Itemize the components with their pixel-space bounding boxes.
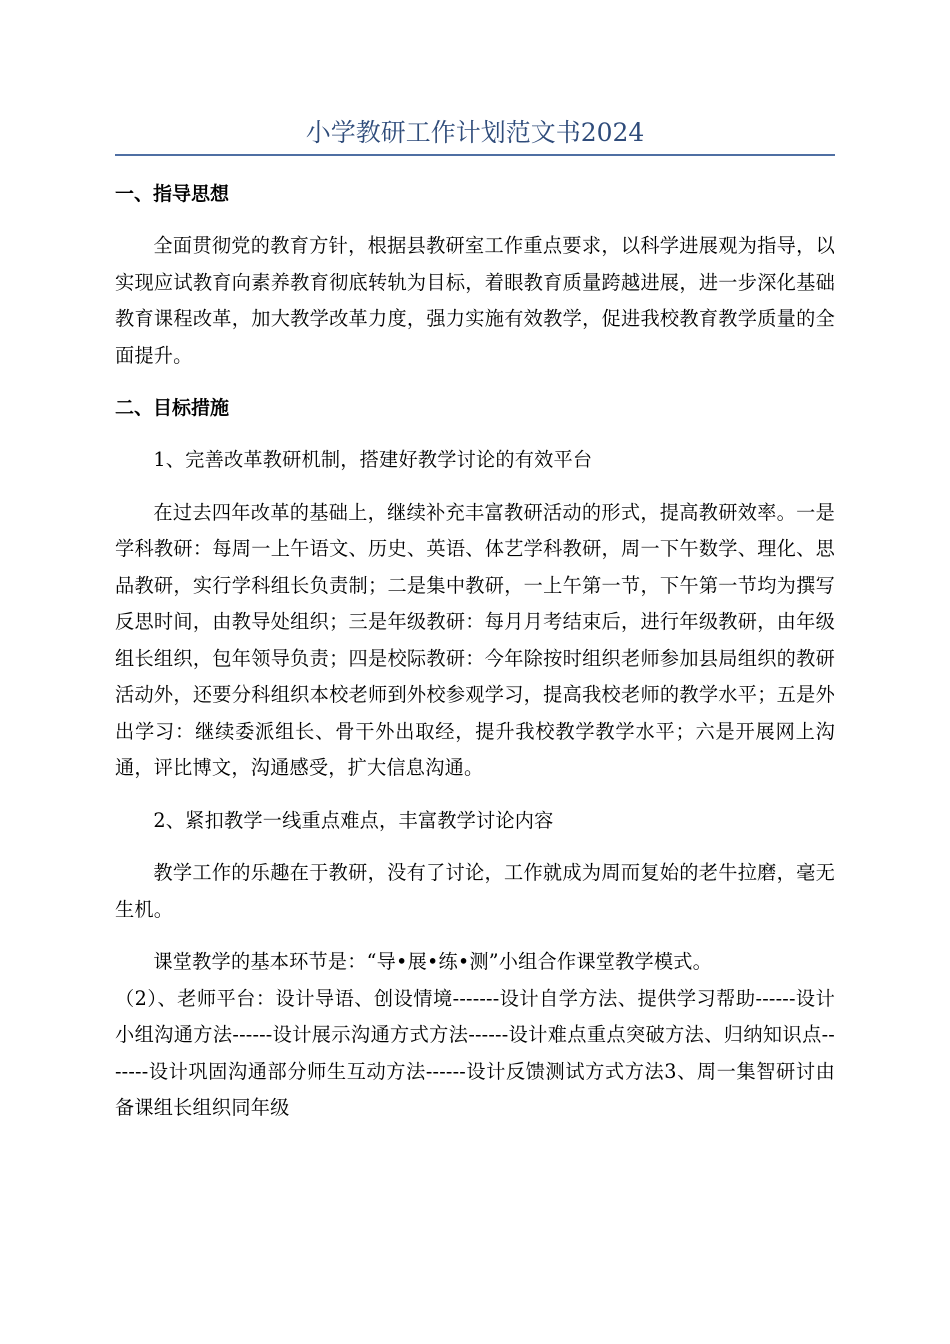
paragraph: （2）、老师平台：设计导语、创设情境-------设计自学方法、提供学习帮助------设计小组沟通方法------设计展示沟通方式方法------设计难点重点突破方法、归纳知识点-------设计巩固沟通部分师生互动方法------设计反馈测试方式方法3、周一集智研讨由备课组长组织同年级 — [115, 986, 835, 1119]
section-heading-guiding-ideology: 一、指导思想 — [115, 183, 230, 205]
document-page — [115, 0, 835, 1344]
subheading-item-2: 2、紧扣教学一线重点难点，丰富教学讨论内容 — [153, 808, 554, 832]
paragraph: 教学工作的乐趣在于教研，没有了讨论，工作就成为周而复始的老牛拉磨，毫无生机。 — [115, 861, 835, 921]
paragraph: 在过去四年改革的基础上，继续补充丰富教研活动的形式，提高教研效率。一是学科教研：每周一上午语文、历史、英语、体艺学科教研，周一下午数学、理化、思品教研，实行学科组长负责制；二是集中教研，一上午第一节，下午第一节均为撰写反思时间，由教导处组织；三是年级教研：每月月考结束后，进行年级教研，由年级组长组织，包年领导负责；四是校际教研：今年除按时组织老师参加县局组织的教研活动外，还要分科组织本校老师到外校参观学习，提高我校老师的教学水平；五是外出学习：继续委派组长、骨干外出取经，提升我校教学教学水平；六是开展网上沟通，评比博文，沟通感受，扩大信息沟通。 — [115, 500, 835, 779]
title-divider — [115, 154, 835, 156]
paragraph: 课堂教学的基本环节是：“导•展•练•测”小组合作课堂教学模式。 — [153, 950, 713, 973]
section-heading-goals-measures: 二、目标措施 — [115, 397, 230, 419]
subheading-item-1: 1、完善改革教研机制，搭建好教学讨论的有效平台 — [153, 448, 593, 471]
document-body — [115, 176, 835, 1127]
paragraph: 全面贯彻党的教育方针，根据县教研室工作重点要求，以科学进展观为指导，以实现应试教育向素养教育彻底转轨为目标，着眼教育质量跨越进展，进一步深化基础教育课程改革，加大教学改革力度，强力实施有效教学，促进我校教育教学质量的全面提升。 — [115, 234, 835, 367]
document-title: 小学教研工作计划范文书2024 — [305, 118, 645, 147]
